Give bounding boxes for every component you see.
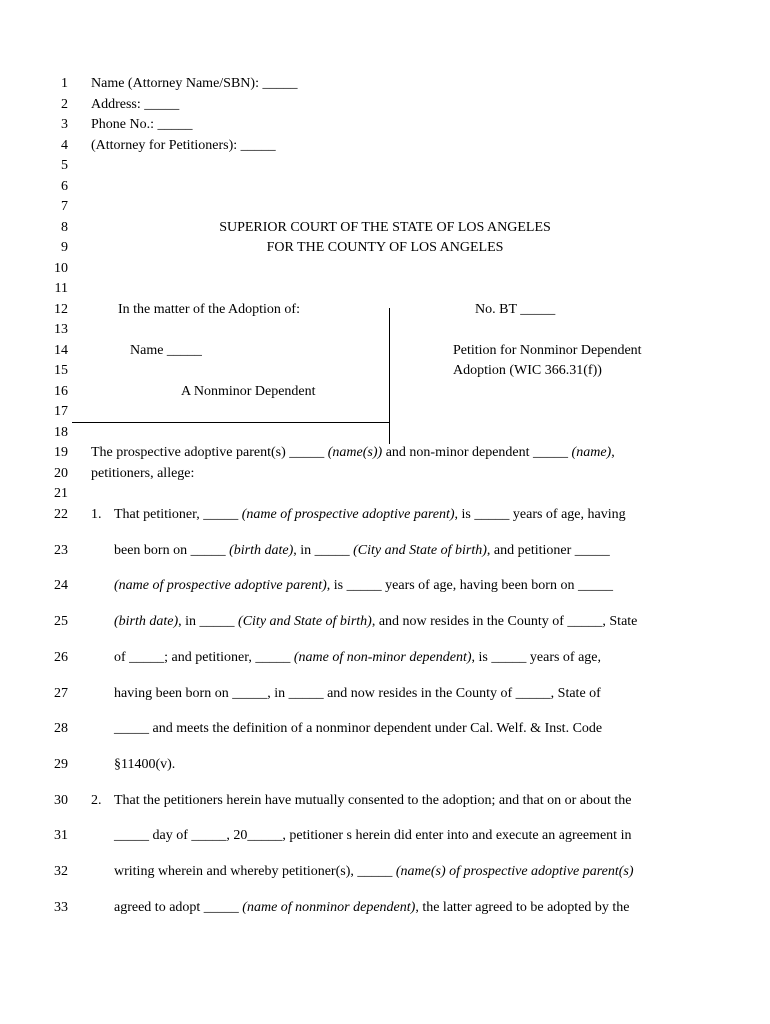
paragraph-number: 2.	[91, 793, 102, 808]
line-number: 26	[54, 650, 68, 665]
line-number: 20	[54, 466, 68, 481]
line-number: 23	[54, 543, 68, 558]
case-number: No. BT _____	[475, 302, 556, 317]
line-number: 31	[54, 828, 68, 843]
intro-line-2: petitioners, allege:	[91, 466, 195, 481]
line-number: 24	[54, 578, 68, 593]
line-number: 17	[54, 404, 68, 419]
line-number: 2	[61, 97, 68, 112]
caption-vertical-rule	[389, 308, 390, 444]
line-number: 10	[54, 261, 68, 276]
line-number: 19	[54, 445, 68, 460]
line-number: 11	[54, 281, 68, 296]
line-number: 1	[61, 76, 68, 91]
line-number: 15	[54, 363, 68, 378]
line-number: 22	[54, 507, 68, 522]
attorney-for-line: (Attorney for Petitioners): _____	[91, 138, 276, 153]
para2-line-4: agreed to adopt _____ (name of nonminor dependent), the latter agreed to be adopted by the	[114, 900, 630, 915]
para2-line-2: _____ day of _____, 20_____, petitioner s herein did enter into and execute an agreement in	[114, 828, 632, 843]
line-number: 13	[54, 322, 68, 337]
line-number: 3	[61, 117, 68, 132]
phone-line: Phone No.: _____	[91, 117, 193, 132]
para2-line-1: That the petitioners herein have mutually consented to the adoption; and that on or about the	[114, 793, 632, 808]
para1-line-8: §11400(v).	[114, 757, 176, 772]
para1-line-5: of _____; and petitioner, _____ (name of non-minor dependent), is _____ years of age,	[114, 650, 602, 665]
line-number: 16	[54, 384, 68, 399]
line-number: 27	[54, 686, 68, 701]
caption-horizontal-rule	[72, 422, 390, 423]
line-number: 32	[54, 864, 68, 879]
line-number: 8	[61, 220, 68, 235]
line-number: 14	[54, 343, 68, 358]
line-number: 9	[61, 240, 68, 255]
line-number: 18	[54, 425, 68, 440]
para1-line-2: been born on _____ (birth date), in _____ (City and State of birth), and petitioner _____	[114, 543, 610, 558]
line-number: 33	[54, 900, 68, 915]
address-line: Address: _____	[91, 97, 180, 112]
line-number: 28	[54, 721, 68, 736]
petition-title-1: Petition for Nonminor Dependent	[453, 343, 642, 358]
line-number: 29	[54, 757, 68, 772]
line-number: 25	[54, 614, 68, 629]
para2-line-3: writing wherein and whereby petitioner(s), _____ (name(s) of prospective adoptive parent(s)	[114, 864, 634, 879]
caption-matter: In the matter of the Adoption of:	[118, 302, 300, 317]
line-number: 5	[61, 158, 68, 173]
court-title-line1: SUPERIOR COURT OF THE STATE OF LOS ANGELES	[219, 220, 551, 235]
intro-line-1: The prospective adoptive parent(s) _____ (name(s)) and non-minor dependent _____ (name),	[91, 445, 615, 460]
para1-line-4: (birth date), in _____ (City and State of birth), and now resides in the County of _____, State	[114, 614, 638, 629]
attorney-name-line: Name (Attorney Name/SBN): _____	[91, 76, 298, 91]
caption-name: Name _____	[130, 343, 202, 358]
para1-line-6: having been born on _____, in _____ and now resides in the County of _____, State of	[114, 686, 601, 701]
court-title-line2: FOR THE COUNTY OF LOS ANGELES	[266, 240, 504, 255]
line-number: 30	[54, 793, 68, 808]
caption-dependent: A Nonminor Dependent	[181, 384, 316, 399]
line-number: 4	[61, 138, 68, 153]
line-number: 7	[61, 199, 68, 214]
line-number: 12	[54, 302, 68, 317]
para1-line-1: That petitioner, _____ (name of prospective adoptive parent), is _____ years of age, having	[114, 507, 626, 522]
line-number: 21	[54, 486, 68, 501]
para1-line-7: _____ and meets the definition of a nonminor dependent under Cal. Welf. & Inst. Code	[114, 721, 603, 736]
petition-title-2: Adoption (WIC 366.31(f))	[453, 363, 602, 378]
para1-line-3: (name of prospective adoptive parent), is _____ years of age, having been born on _____	[114, 578, 613, 593]
line-number: 6	[61, 179, 68, 194]
paragraph-number: 1.	[91, 507, 102, 522]
